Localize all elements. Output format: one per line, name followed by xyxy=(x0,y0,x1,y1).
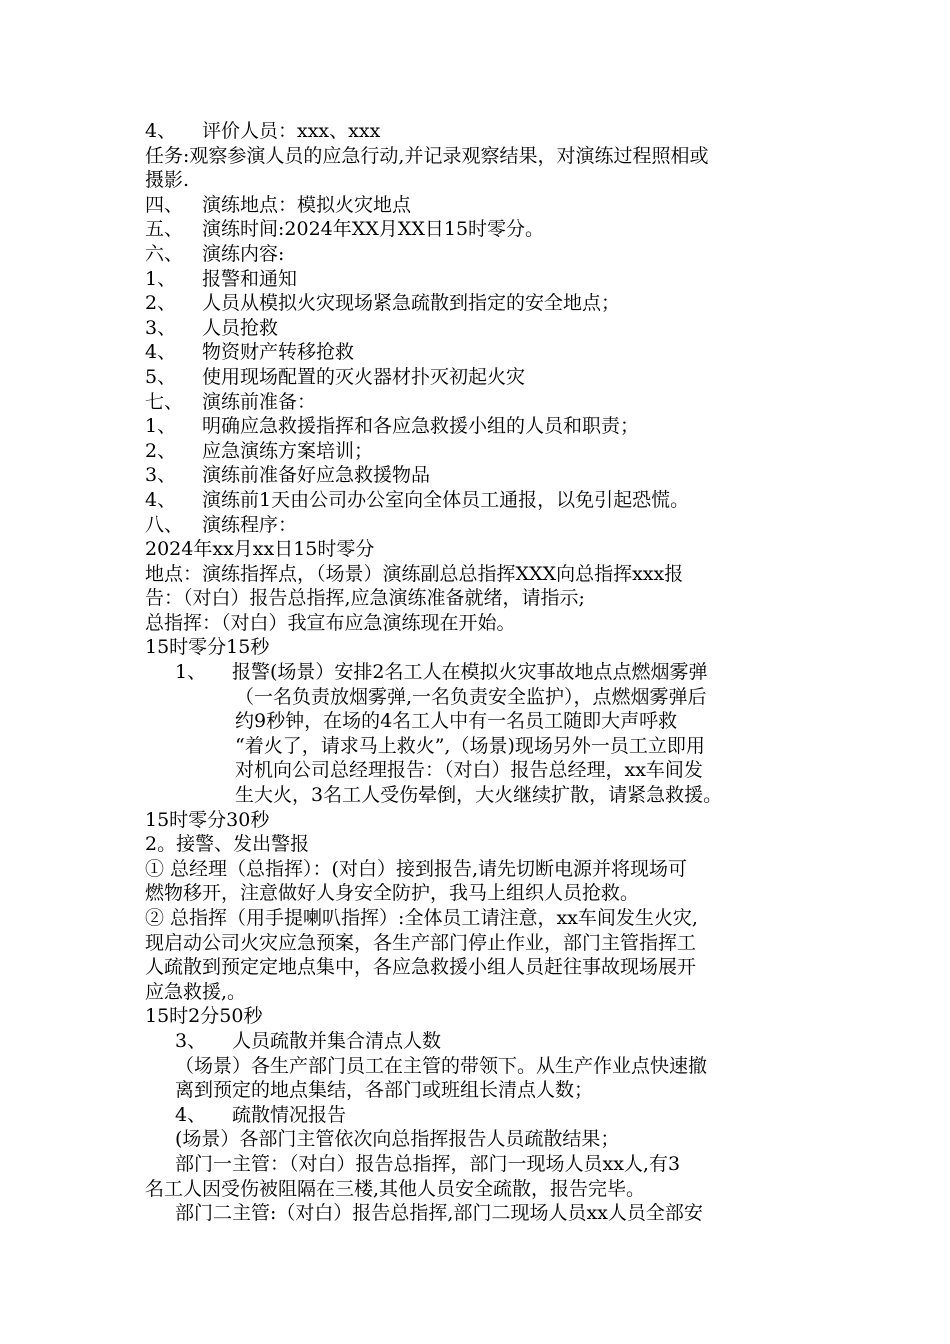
line-text: 现启动公司火灾应急预案，各生产部门停止作业，部门主管指挥工 xyxy=(145,931,697,954)
document-body xyxy=(145,119,810,1226)
line-text: ② 总指挥（用手提喇叭指挥）:全体员工请注意，xx车间发生火灾, xyxy=(145,907,698,929)
line-text: 名工人因受伤被阻隔在三楼,其他人员安全疏散，报告完毕。 xyxy=(145,1177,646,1200)
line-text: 2。接警、发出警报 xyxy=(145,833,310,856)
item-text: 评价人员：xxx、xxx xyxy=(202,120,381,142)
line-text: 告：（对白）报告总指挥,应急演练准备就绪，请指示; xyxy=(145,587,585,610)
paragraph-line xyxy=(145,1078,810,1103)
timestamp-line xyxy=(145,635,810,660)
line-text: 应急救援,。 xyxy=(145,980,247,1003)
item-text: 明确应急救援指挥和各应急救援小组的人员和职责； xyxy=(202,415,640,438)
step-text: 约9秒钟，在场的4名工人中有一名员工随即大声呼救 xyxy=(235,710,678,733)
step-text: 对机向公司总经理报告：（对白）报告总经理，xx车间发 xyxy=(235,759,703,782)
paragraph-line xyxy=(145,1201,810,1226)
line-text: 总指挥：（对白）我宣布应急演练现在开始。 xyxy=(145,611,516,634)
item-number: 4、 xyxy=(145,341,177,364)
item-number: 1、 xyxy=(145,415,177,438)
step-item xyxy=(145,1029,810,1054)
step-continuation xyxy=(145,758,810,783)
item-number: 1、 xyxy=(145,267,177,290)
line-text: 离到预定的地点集结，各部门或班组长清点人数； xyxy=(175,1079,594,1102)
section-heading xyxy=(145,513,810,538)
item-text: 应急演练方案培训； xyxy=(202,439,374,462)
step-text: “着火了，请求马上救火”,（场景)现场另外一员工立即用 xyxy=(235,734,705,757)
section-heading xyxy=(145,217,810,242)
list-item xyxy=(145,119,810,144)
list-item xyxy=(145,291,810,316)
line-text: 地点：演练指挥点，（场景）演练副总总指挥XXX向总指挥xxx报 xyxy=(145,562,684,585)
line-text: 15时零分30秒 xyxy=(145,808,270,831)
line-text: 部门一主管：（对白）报告总指挥，部门一现场人员xx人,有3 xyxy=(175,1152,681,1175)
list-item xyxy=(145,316,810,341)
list-item xyxy=(145,488,810,513)
item-number: 3、 xyxy=(145,316,177,339)
list-item xyxy=(145,414,810,439)
list-item xyxy=(145,439,810,464)
step-number: 4、 xyxy=(175,1103,207,1126)
paragraph-line xyxy=(145,1054,810,1079)
paragraph-line xyxy=(145,906,810,931)
step-continuation xyxy=(145,709,810,734)
paragraph-line xyxy=(145,955,810,980)
paragraph-line xyxy=(145,586,810,611)
section-title: 演练程序： xyxy=(202,513,298,536)
section-heading xyxy=(145,193,810,218)
step-text: 生大火，3名工人受伤晕倒，大火继续扩散，请紧急救援。 xyxy=(235,784,723,807)
item-text: 人员抢救 xyxy=(202,316,279,339)
list-item xyxy=(145,463,810,488)
step-number: 1、 xyxy=(175,661,207,684)
step-continuation xyxy=(145,734,810,759)
section-number: 七、 xyxy=(145,390,184,413)
line-text: 15时2分50秒 xyxy=(145,1005,263,1028)
paragraph-line xyxy=(145,1127,810,1152)
step-text: （一名负责放烟雾弹,一名负责安全监护），点燃烟雾弹后 xyxy=(235,685,707,708)
list-item xyxy=(145,365,810,390)
paragraph-line xyxy=(145,168,810,193)
section-heading xyxy=(145,242,810,267)
item-number: 5、 xyxy=(145,365,177,388)
list-item xyxy=(145,267,810,292)
line-text: 人疏散到预定定地点集中，各应急救援小组人员赶往事故现场展开 xyxy=(145,956,697,979)
line-text: 部门二主管:（对白）报告总指挥,部门二现场人员xx人员全部安 xyxy=(175,1202,703,1225)
timestamp-line xyxy=(145,808,810,833)
paragraph-line xyxy=(145,537,810,562)
section-number: 五、 xyxy=(145,218,184,241)
item-number: 2、 xyxy=(145,439,177,462)
paragraph-line xyxy=(145,562,810,587)
item-text: 物资财产转移抢救 xyxy=(202,341,355,364)
step-number: 3、 xyxy=(175,1029,207,1052)
section-title: 演练内容: xyxy=(202,242,285,265)
step-continuation xyxy=(145,783,810,808)
line-text: (场景）各部门主管依次向总指挥报告人员疏散结果； xyxy=(175,1128,620,1151)
paragraph-line xyxy=(145,980,810,1005)
paragraph-line xyxy=(145,881,810,906)
item-number: 4、 xyxy=(145,120,177,142)
step-text: 人员疏散并集合清点人数 xyxy=(232,1029,442,1052)
item-number: 2、 xyxy=(145,292,177,315)
line-text: 任务:观察参演人员的应急行动,并记录观察结果，对演练过程照相或 xyxy=(145,144,709,167)
section-number: 六、 xyxy=(145,242,184,265)
step-text: 疏散情况报告 xyxy=(232,1103,347,1126)
line-text: 燃物移开，注意做好人身安全防护，我马上组织人员抢救。 xyxy=(145,882,640,905)
paragraph-line xyxy=(145,857,810,882)
paragraph-line xyxy=(145,1177,810,1202)
item-text: 人员从模拟火灾现场紧急疏散到指定的安全地点； xyxy=(202,292,621,315)
section-title: 演练地点：模拟火灾地点 xyxy=(202,193,412,216)
line-text: 15时零分15秒 xyxy=(145,636,270,659)
item-text: 报警和通知 xyxy=(202,267,298,290)
paragraph-line xyxy=(145,1152,810,1177)
item-text: 演练前1天由公司办公室向全体员工通报，以免引起恐慌。 xyxy=(202,488,690,511)
step-continuation xyxy=(145,685,810,710)
timestamp-line xyxy=(145,1004,810,1029)
item-text: 使用现场配置的灭火器材扑灭初起火灾 xyxy=(202,365,526,388)
line-text: 摄影. xyxy=(145,169,190,192)
line-text: ① 总经理（总指挥）：(对白）接到报告,请先切断电源并将现场可 xyxy=(145,857,687,880)
step-item xyxy=(145,1103,810,1128)
section-title: 演练时间:2024年XX月XX日15时零分。 xyxy=(202,218,545,241)
step-heading xyxy=(145,832,810,857)
line-text: 2024年xx月xx日15时零分 xyxy=(145,538,375,561)
section-number: 八、 xyxy=(145,513,184,536)
line-text: （场景）各生产部门员工在主管的带领下。从生产作业点快速撤 xyxy=(175,1054,708,1077)
paragraph-line xyxy=(145,144,810,169)
step-item xyxy=(145,660,810,685)
section-number: 四、 xyxy=(145,193,184,216)
section-title: 演练前准备： xyxy=(202,390,317,413)
item-text: 演练前准备好应急救援物品 xyxy=(202,464,431,487)
item-number: 4、 xyxy=(145,488,177,511)
item-number: 3、 xyxy=(145,464,177,487)
paragraph-line xyxy=(145,931,810,956)
section-heading xyxy=(145,390,810,415)
paragraph-line xyxy=(145,611,810,636)
step-text: 报警(场景）安排2名工人在模拟火灾事故地点点燃烟雾弹 xyxy=(232,661,708,684)
list-item xyxy=(145,340,810,365)
